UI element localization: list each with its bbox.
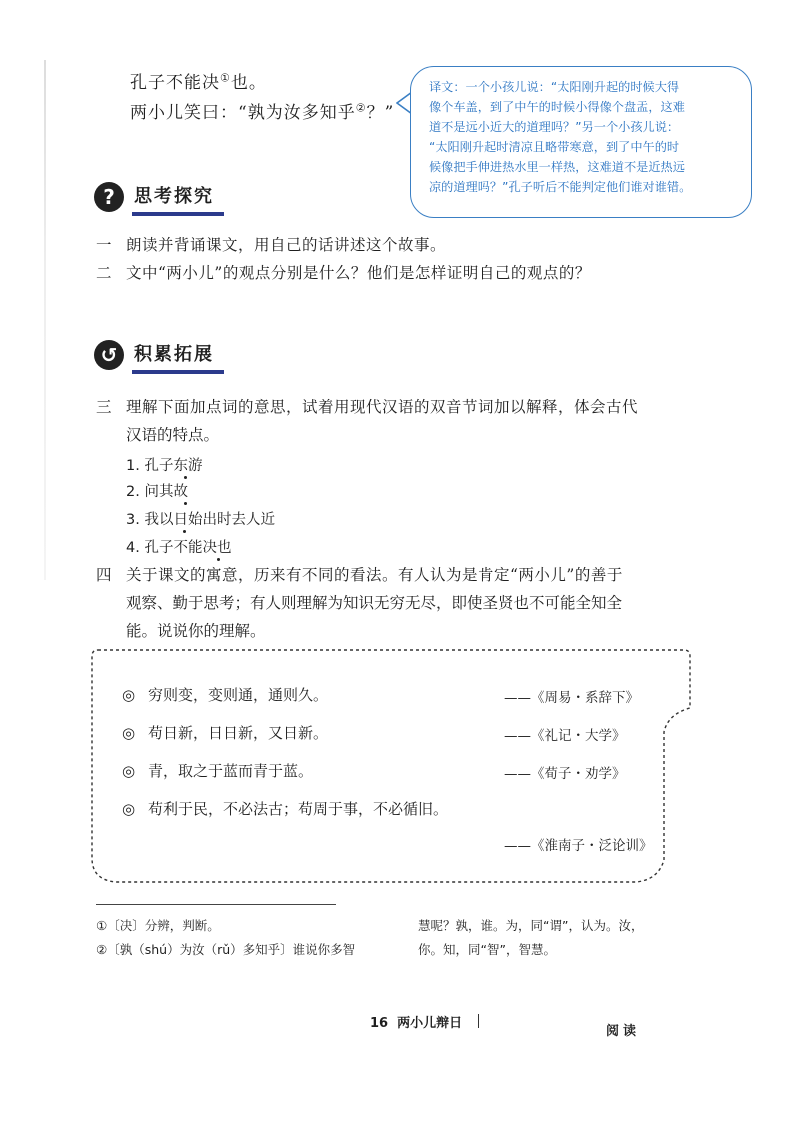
question-mark-icon: ? <box>94 182 124 212</box>
question-text: 关于课文的寓意，历来有不同的看法。有人认为是肯定“两小儿”的善于 <box>126 566 623 584</box>
question-number: 三 <box>96 398 113 416</box>
footer-divider <box>478 1014 479 1028</box>
footnote-rule <box>96 904 336 905</box>
emphasis-dot <box>184 502 187 505</box>
page-footer <box>370 1012 462 1031</box>
question-three <box>96 392 638 422</box>
question-four-continuation: 能。说说你的理解。 <box>126 622 266 640</box>
quote-text: 青，取之于蓝而青于蓝。 <box>148 762 314 780</box>
quote-text: 穷则变，变则通，通则久。 <box>148 686 329 704</box>
quote-row <box>122 798 448 819</box>
quote-row <box>122 684 328 705</box>
question-number: 一 <box>96 236 113 254</box>
translation-line: 像个车盖，到了中午的时候小得像个盘盂，这难 <box>429 100 685 114</box>
translation-line: “太阳刚升起时清凉且略带寒意，到了中午的时 <box>429 140 680 154</box>
emphasis-dot <box>184 476 187 479</box>
scan-edge <box>44 60 46 580</box>
list-item: 3. 我以日始出时去人近 <box>126 512 275 528</box>
section-title-think: 思考探究 <box>134 186 214 207</box>
bullet-circle-icon: ◎ <box>122 724 136 742</box>
list-item: 4. 孔子不能决也 <box>126 540 232 556</box>
bullet-circle-icon: ◎ <box>122 762 136 780</box>
translation-bubble <box>410 66 752 218</box>
question-text: 朗读并背诵课文，用自己的话讲述这个故事。 <box>126 236 447 254</box>
original-line-2-text: 两小儿笑曰：“孰为汝多知乎 <box>130 103 356 123</box>
quote-source: ——《礼记・大学》 <box>504 728 626 744</box>
list-item: 1. 孔子东游 <box>126 458 203 474</box>
translation-line: 道不是远小近大的道理吗？”另一个小孩儿说： <box>429 120 680 134</box>
quote-source: ——《荀子・劝学》 <box>504 766 626 782</box>
question-number: 四 <box>96 566 113 584</box>
footnote-1: ①〔决〕分辨，判断。 <box>96 918 220 933</box>
emphasis-dot <box>183 530 186 533</box>
quote-text: 苟利于民，不必法古；苟周于事，不必循旧。 <box>148 800 449 818</box>
section-title-accumulate: 积累拓展 <box>134 344 214 365</box>
question-four-continuation: 观察、勤于思考；有人则理解为知识无穷无尽，即使圣贤也不可能全知全 <box>126 594 623 612</box>
quote-text: 苟日新，日日新，又日新。 <box>148 724 329 742</box>
quote-source: ——《周易・系辞下》 <box>504 690 639 706</box>
refresh-arrow-icon: ↺ <box>94 340 124 370</box>
lesson-title: 两小儿辩日 <box>397 1016 463 1031</box>
translation-line: 译文：一个小孩儿说：“太阳刚升起的时候大得 <box>429 80 680 94</box>
footnote-ref-1: ① <box>220 71 231 85</box>
footnote-2: ②〔孰（shú）为汝（rǔ）多知乎〕谁说你多智 <box>96 942 356 957</box>
quote-row <box>122 722 328 743</box>
question-two <box>96 258 591 288</box>
footnote-2-continued: 你。知，同“智”，智慧。 <box>418 942 556 957</box>
original-line-1 <box>130 68 267 93</box>
footer-right-fragment: 阅读 <box>606 1024 641 1039</box>
footnote-2-continued: 慧呢？孰，谁。为，同“谓”，认为。汝， <box>418 918 644 933</box>
original-line-2-end: ？” <box>366 103 395 123</box>
question-one <box>96 230 446 260</box>
original-line-1-end: 也。 <box>230 73 267 93</box>
question-three-continuation: 汉语的特点。 <box>126 426 220 444</box>
question-text: 文中“两小儿”的观点分别是什么？他们是怎样证明自己的观点的？ <box>126 264 591 282</box>
bullet-circle-icon: ◎ <box>122 800 136 818</box>
question-four <box>96 560 623 590</box>
quote-source: ——《淮南子・泛论训》 <box>504 838 653 854</box>
question-text: 理解下面加点词的意思，试着用现代汉语的双音节词加以解释，体会古代 <box>126 398 639 416</box>
quote-row <box>122 760 313 781</box>
list-item: 2. 问其故 <box>126 484 188 500</box>
original-line-2 <box>130 98 394 123</box>
section-underline <box>132 370 224 374</box>
footnote-ref-2: ② <box>355 101 367 115</box>
original-line-1-text: 孔子不能决 <box>130 73 220 93</box>
section-underline <box>132 212 224 216</box>
translation-line: 凉的道理吗？”孔子听后不能判定他们谁对谁错。 <box>429 180 692 194</box>
bullet-circle-icon: ◎ <box>122 686 136 704</box>
page-number: 16 <box>370 1016 389 1031</box>
translation-line: 候像把手伸进热水里一样热，这难道不是近热远 <box>429 160 685 174</box>
question-number: 二 <box>96 264 113 282</box>
